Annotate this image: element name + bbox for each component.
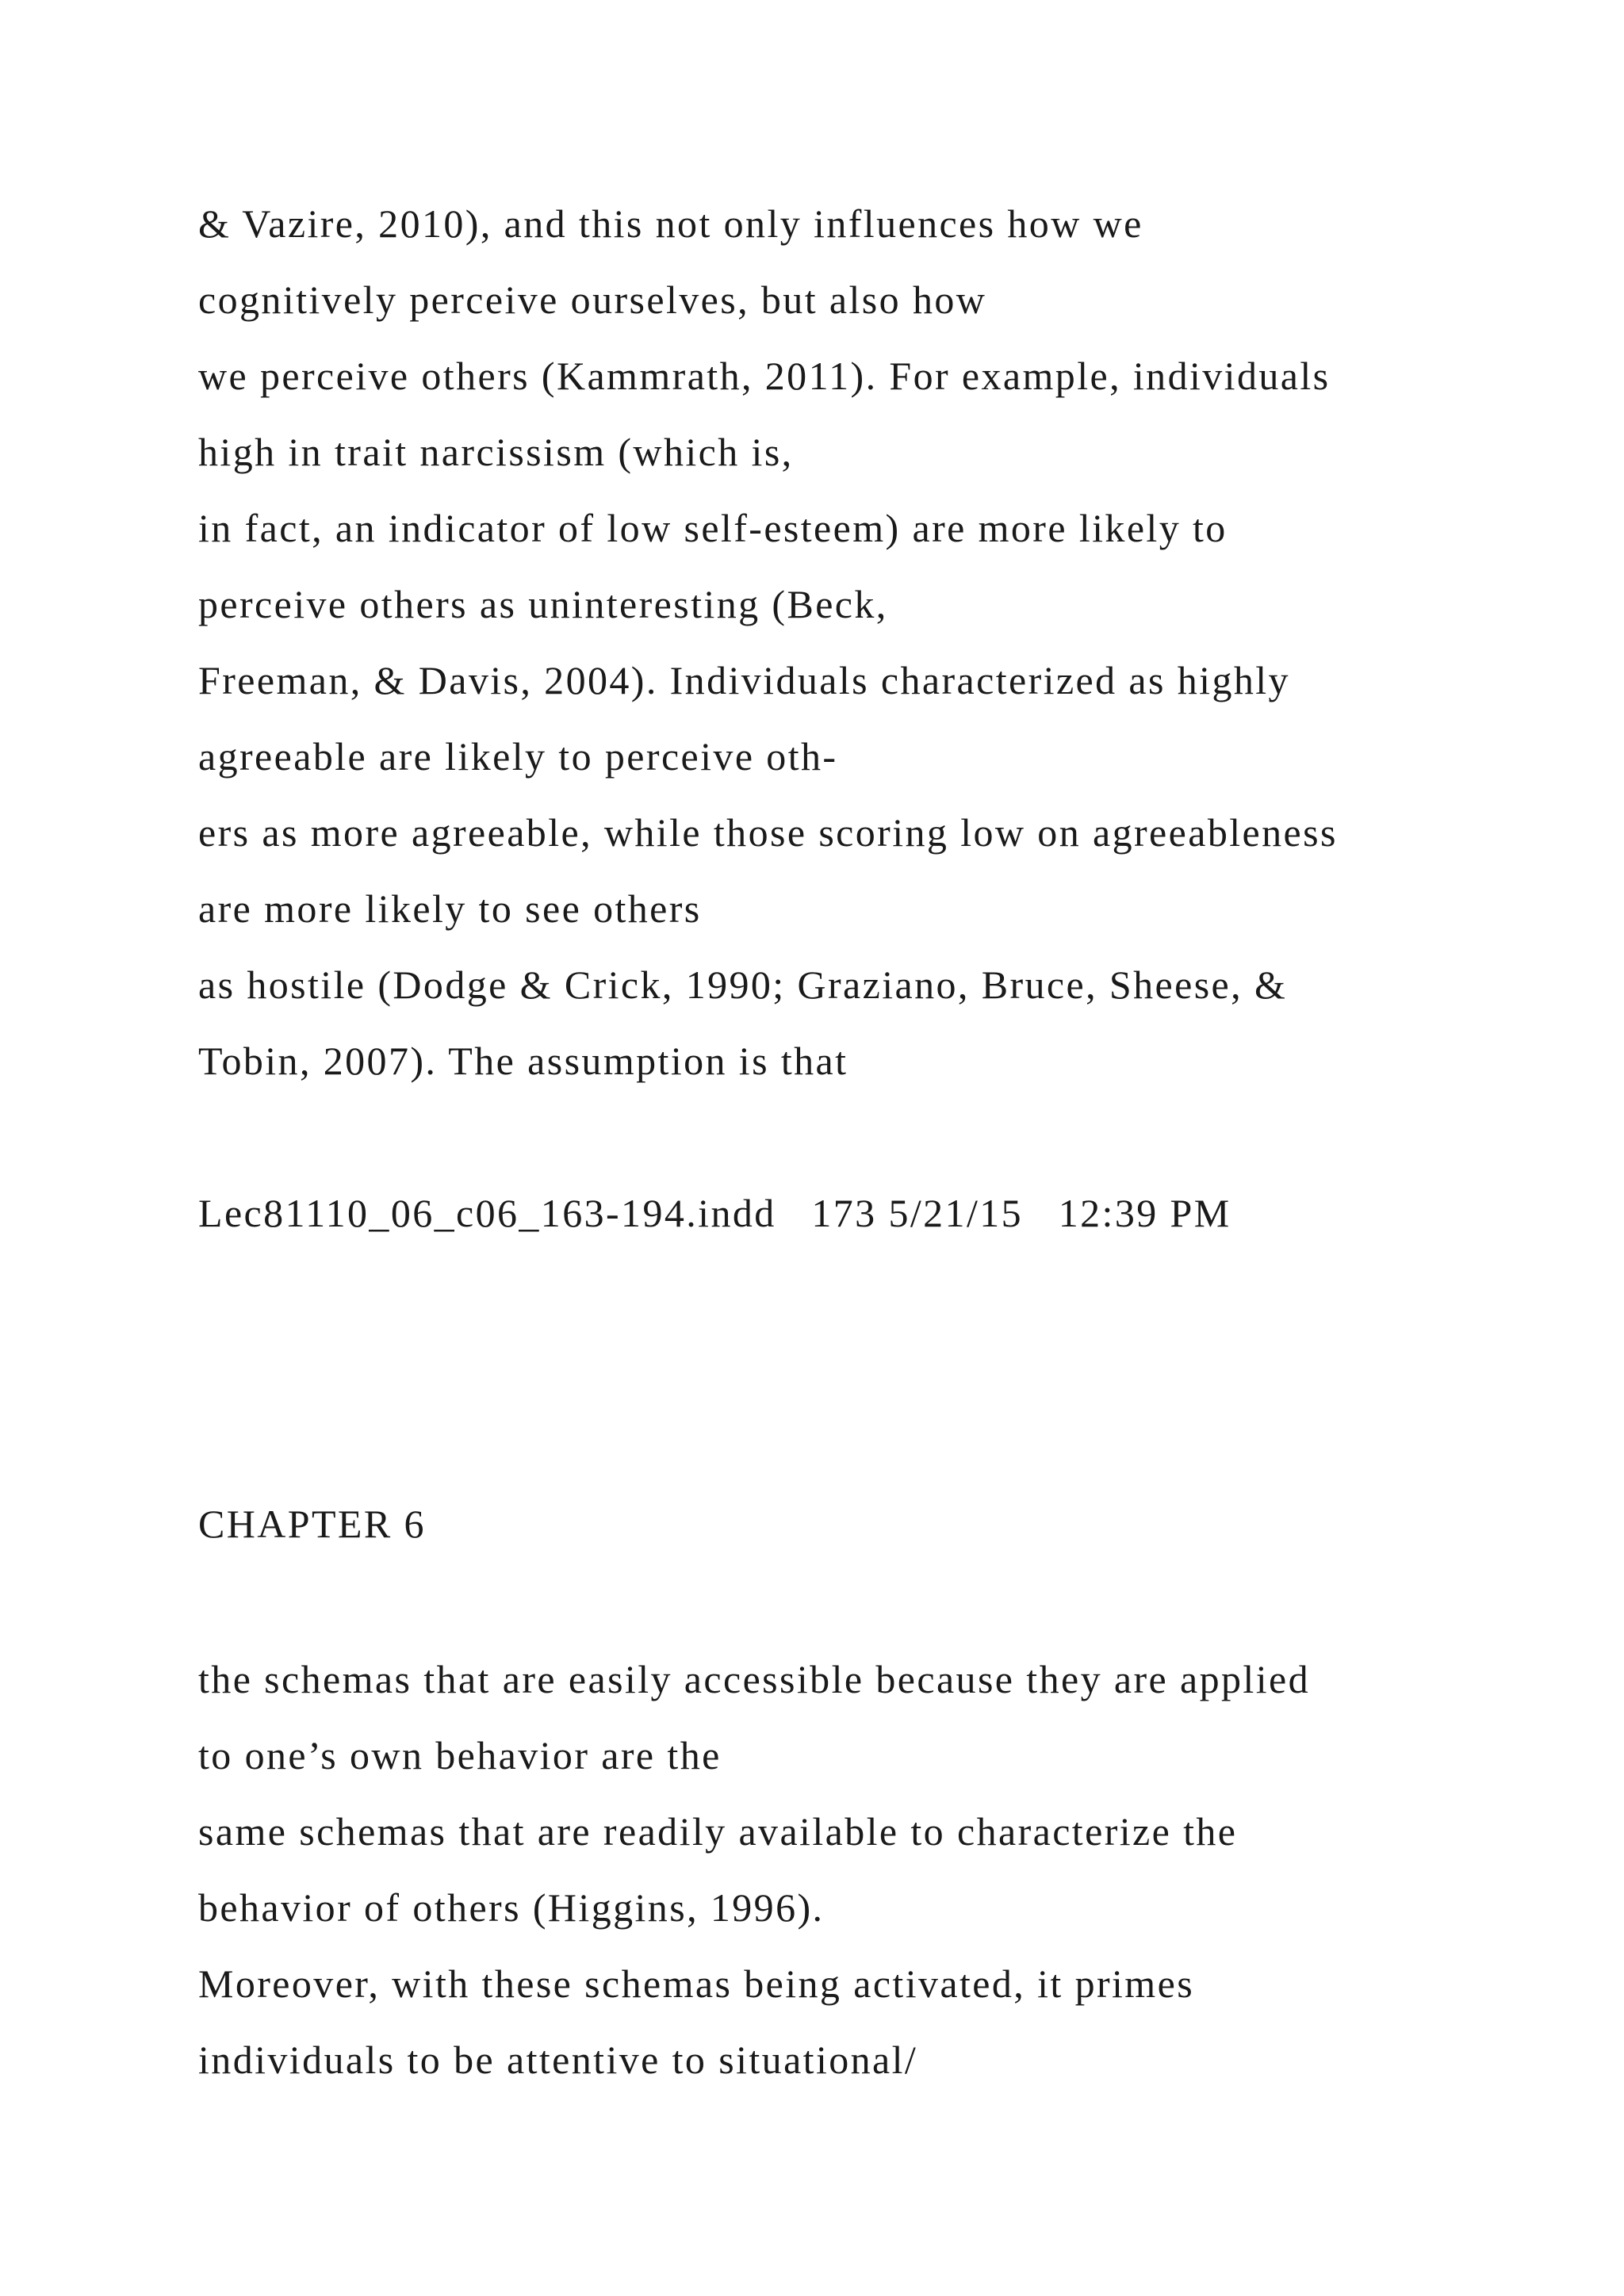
text-line: we perceive others (Kammrath, 2011). For example, individuals: [198, 354, 1331, 398]
text-line: individuals to be attentive to situational/: [198, 2038, 918, 2082]
text-line: to one’s own behavior are the: [198, 1733, 722, 1777]
text-line: are more likely to see others: [198, 886, 702, 931]
text-line: ers as more agreeable, while those scoring low on agreeableness: [198, 810, 1338, 855]
text-line: behavior of others (Higgins, 1996).: [198, 1885, 825, 1930]
text-line: same schemas that are readily available to characterize the: [198, 1809, 1238, 1854]
text-line: as hostile (Dodge & Crick, 1990; Graziano, Bruce, Sheese, &: [198, 962, 1288, 1007]
text-line: & Vazire, 2010), and this not only influences how we: [198, 201, 1143, 246]
text-line: cognitively perceive ourselves, but also how: [198, 277, 987, 322]
text-line: Moreover, with these schemas being activated, it primes: [198, 1961, 1195, 2006]
text-line: agreeable are likely to perceive oth-: [198, 734, 838, 779]
text-line: Tobin, 2007). The assumption is that: [198, 1039, 848, 1083]
file-slug: Lec81110_06_c06_163-194.indd 173 5/21/15 12:39 PM: [198, 1191, 1231, 1235]
text-line: Freeman, & Davis, 2004). Individuals characterized as highly: [198, 658, 1290, 702]
chapter-heading: CHAPTER 6: [198, 1502, 426, 1546]
text-line: high in trait narcissism (which is,: [198, 430, 794, 474]
text-line: in fact, an indicator of low self-esteem) are more likely to: [198, 506, 1228, 550]
text-line: the schemas that are easily accessible because they are applied: [198, 1657, 1310, 1701]
text-line: perceive others as uninteresting (Beck,: [198, 582, 888, 626]
